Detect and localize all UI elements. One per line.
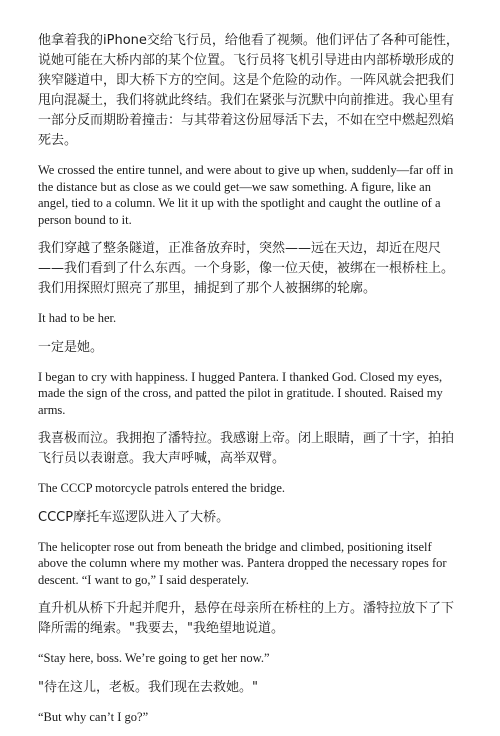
paragraph-en-2: It had to be her. xyxy=(38,311,117,325)
paragraph-en-7: “But why can’t I go?” xyxy=(38,709,149,724)
paragraph-zh-5: CCCP摩托车巡逻队进入了大桥。 xyxy=(38,509,230,525)
paragraph-en-4: The CCCP motorcycle patrols entered the bridge. xyxy=(38,481,286,495)
paragraph-en-3: I began to cry with happiness. I hugged Pantera. I thanked God. Closed my eyes, made the sign of the cross, and patted the pilot in gratitude. I shouted. Raised my arms. xyxy=(38,369,443,417)
paragraph-zh-6: 直升机从桥下升起并爬升，悬停在母亲所在桥柱的上方。潘特拉放下了下降所需的绳索。"我要去，"我绝望地说道。 xyxy=(38,601,455,636)
paragraph-zh-4: 我喜极而泣。我拥抱了潘特拉。我感谢上帝。闭上眼睛，画了十字，拍拍飞行员以表谢意。我大声呼喊，高举双臂。 xyxy=(38,431,455,466)
paragraph-zh-3: 一定是她。 xyxy=(38,339,104,355)
paragraph-zh-7: "待在这儿，老板。我们现在去救她。" xyxy=(38,679,258,695)
document-page xyxy=(38,31,462,736)
paragraph-zh-2: 我们穿越了整条隧道，正准备放弃时，突然——远在天边，却近在咫尺——我们看到了什么东西。一个身影，像一位天使，被绑在一根桥柱上。我们用探照灯照亮了那里，捕捉到了那个人被捆绑的轮廓。 xyxy=(38,241,455,296)
paragraph-zh-1: 他拿着我的iPhone交给飞行员，给他看了视频。他们评估了各种可能性，说她可能在大桥内部的某个位置。飞行员将飞机引导进由内部桥墩形成的狭窄隧道中，即大桥下方的空间。这是个危险的动作。一阵风就会把我们甩向混凝土，我们将就此终结。我们在紧张与沉默中向前推进。我心里有一部分反而期盼着撞击：与其带着这份屈辱活下去，不如在空中燃起烈焰死去。 xyxy=(38,33,459,148)
paragraph-en-5: The helicopter rose out from beneath the bridge and climbed, positioning itself above the column where my mother was. Pantera dropped the necessary ropes for descent. “I want to go,” I said desperately. xyxy=(38,539,447,587)
paragraph-en-1: We crossed the entire tunnel, and were about to give up when, suddenly—far off in the distance but as close as we could get—we saw something. A figure, like an angel, tied to a column. We lit it up with the spotlight and caught the outline of a person bound to it. xyxy=(38,163,454,227)
paragraph-en-6: “Stay here, boss. We’re going to get her now.” xyxy=(38,651,270,665)
